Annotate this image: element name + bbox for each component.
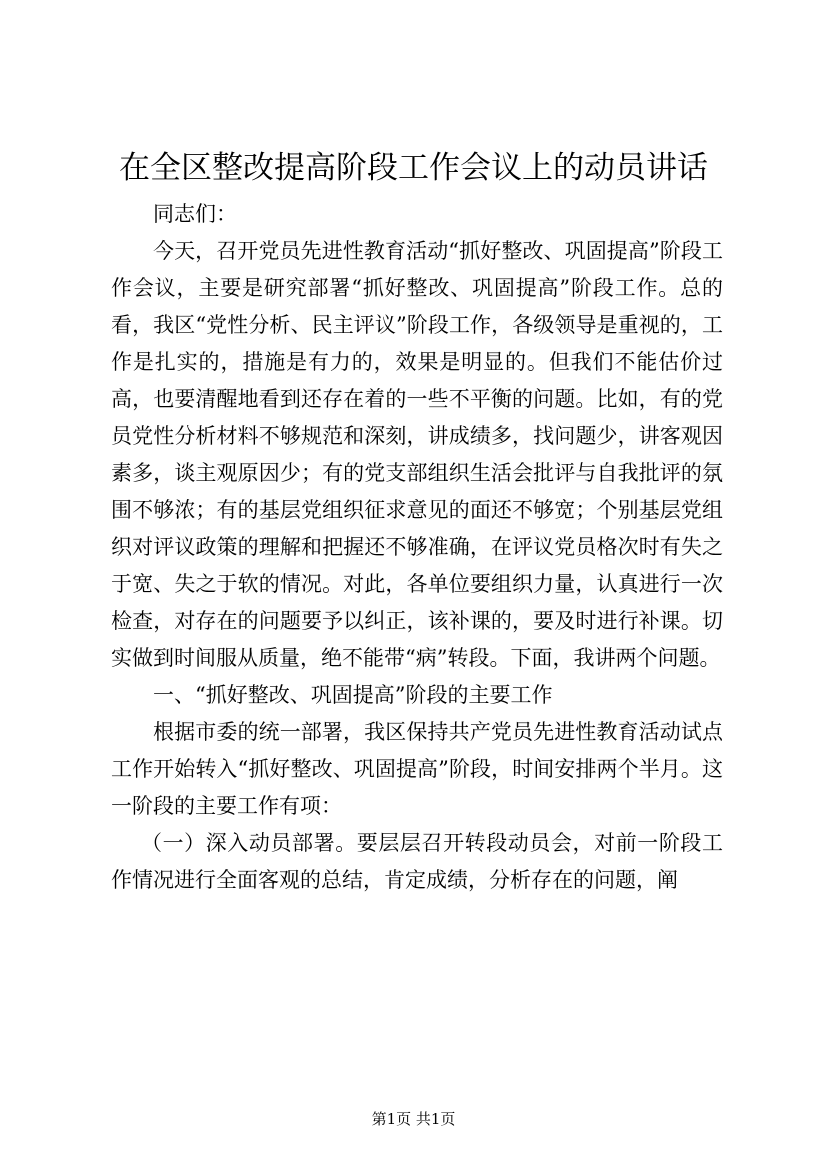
page-footer: 第1页 共1页 bbox=[371, 1110, 456, 1128]
salutation-paragraph: 同志们： bbox=[153, 202, 237, 226]
document-body bbox=[111, 196, 723, 899]
subsection-1-paragraph: （一）深入动员部署。要层层召开转段动员会，对前一阶段工作情况进行全面客观的总结，肯定成绩，分析存在的问题，阐 bbox=[111, 831, 723, 892]
opening-paragraph: 今天，召开党员先进性教育活动“抓好整改、巩固提高”阶段工作会议，主要是研究部署“抓好整改、巩固提高”阶段工作。总的看，我区“党性分析、民主评议”阶段工作，各级领导是重视的，工作是扎实的，措施是有力的，效果是明显的。但我们不能估价过高，也要清醒地看到还存在着的一些不平衡的问题。比如，有的党员党性分析材料不够规范和深刻，讲成绩多，找问题少，讲客观因素多，谈主观原因少；有的党支部组织生活会批评与自我批评的氛围不够浓；有的基层党组织征求意见的面还不够宽；个别基层党组织对评议政策的理解和把握还不够准确，在评议党员格次时有失之于宽、失之于软的情况。对此，各单位要组织力量，认真进行一次检查，对存在的问题要予以纠正，该补课的，要及时进行补课。切实做到时间服从质量，绝不能带“病”转段。下面，我讲两个问题。 bbox=[111, 239, 723, 670]
section-1-intro-paragraph: 根据市委的统一部署，我区保持共产党员先进性教育活动试点工作开始转入“抓好整改、巩固提高”阶段，时间安排两个半月。这一阶段的主要工作有项： bbox=[111, 720, 723, 818]
document-title: 在全区整改提高阶段工作会议上的动员讲话 bbox=[119, 150, 708, 186]
section-heading-1: 一、“抓好整改、巩固提高”阶段的主要工作 bbox=[153, 683, 553, 707]
